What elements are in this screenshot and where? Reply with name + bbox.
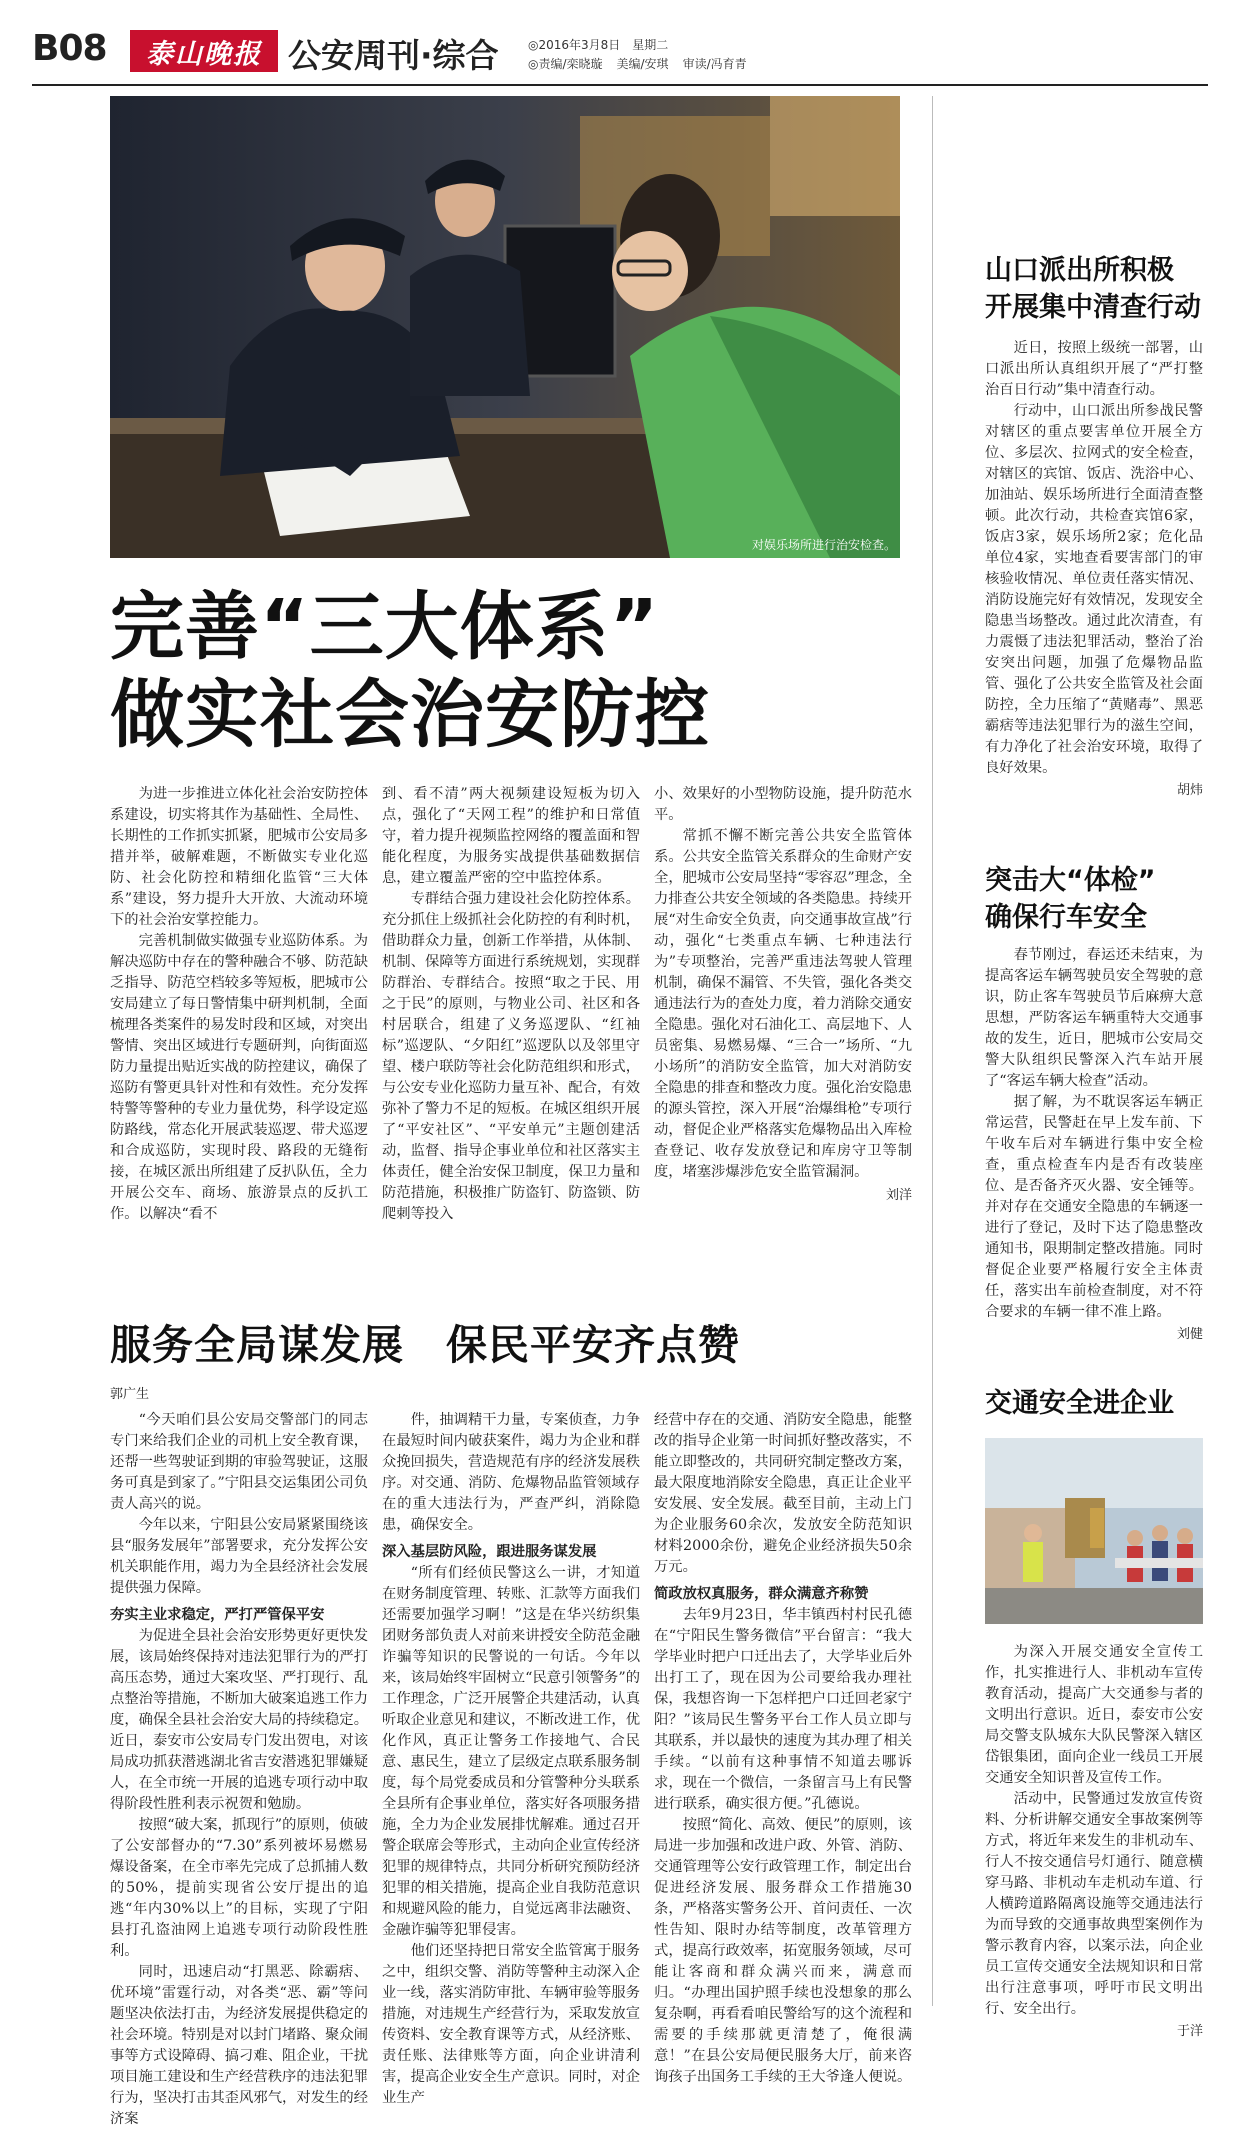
article-1-col-2 [382,784,640,1225]
sidebar-story-2-title-line2: 确保行车安全 [985,902,1147,933]
sidebar-story-3-author: 于洋 [1176,2024,1203,2039]
section-title: 公安周刊·综合 [288,36,499,75]
sidebar-story-1-body [985,338,1203,798]
sidebar-story-1-title-line2: 开展集中清查行动 [985,292,1201,323]
page-number: B08 [32,28,107,69]
subheading: 深入基层防风险，跟进服务谋发展 [382,1544,597,1560]
paragraph: 小、效果好的小型物防设施，提升防范水平。 [654,786,912,823]
designer-credit: 美编/安琪 [616,57,669,71]
article-1-col-1 [110,784,368,1225]
paragraph: 为进一步推进立体化社会治安防控体系建设，切实将其作为基础性、全局性、长期性的工作抓实抓紧，肥城市公安局多措并举，破解难题，不断做实专业化巡防、社会化防控和精细化监管“三大体系”建设，努力提升大开放、大流动环境下的社会治安掌控能力。 [110,786,368,928]
sidebar-story-2-title [985,862,1215,936]
paragraph: 他们还坚持把日常安全监管寓于服务之中，组织交警、消防等警种主动深入企业一线，落实消防审批、车辆审验等服务措施，对违规生产经营行为，采取发放宣传资料、安全教育课等方式，从经济账、责任账、法律账等方面，向企业讲清利害，提高企业安全生产意识。同时，对企业生产 [382,1943,640,2106]
sidebar-story-1-title [985,252,1215,326]
sidebar-story-3-body [985,1642,1203,2039]
sidebar-story-1-author: 胡炜 [1176,783,1203,798]
paragraph: “今天咱们县公安局交警部门的同志专门来给我们企业的司机上安全教育课，还帮一些驾驶证到期的审验驾驶证，这服务可真是到家了。”宁阳县交运集团公司负责人高兴的说。 [110,1412,368,1512]
main-photo [110,96,900,558]
paragraph: 为深入开展交通安全宣传工作，扎实推进行人、非机动车宣传教育活动，提高广大交通参与者的文明出行意识。近日，泰安市公安局交警支队城东大队民警深入辖区岱银集团，面向企业一线员工开展交通安全知识普及宣传工作。 [985,1644,1203,1786]
paragraph: 按照“破大案，抓现行”的原则，侦破了公安部督办的“7.30”系列被坏易燃易爆设备案，在全市率先完成了总抓捕人数的50%，提前实现省公安厅提出的追逃“年内30%以上”的目标，实现了宁阳县打孔盗油网上追逃专项行动阶段性胜利。 [110,1817,368,1959]
main-photo-illustration [110,96,900,558]
article-2-col-3 [654,1410,912,2088]
article-2-byline: 郭广生 [110,1387,150,1402]
sidebar-story-2-title-line1: 突击大“体检” [985,865,1156,896]
sidebar-story-2-author: 刘健 [1176,1327,1203,1342]
article-1-headline-line2: 做实社会治安防控 [110,672,710,758]
paragraph: 件，抽调精干力量，专案侦查，力争在最短时间内破获案件，竭力为企业和群众挽回损失，营造规范有序的经济发展秩序。对交通、消防、危爆物品监管领域存在的重大违法行为，严查严纠，消除隐患，确保安全。 [382,1412,640,1533]
editor-credit: ◎责编/栾晓璇 [528,57,603,71]
subheading: 夯实主业求稳定，严打严管保平安 [110,1607,325,1623]
paragraph: 行动中，山口派出所参战民警对辖区的重点要害单位开展全方位、多层次、拉网式的安全检查，对辖区的宾馆、饭店、洗浴中心、加油站、娱乐场所进行全面清查整顿。此次行动，共检查宾馆6家，饭店3家，娱乐场所2家；危化品单位4家，实地查看要害部门的审核验收情况、单位责任落实情况、消防设施完好有效情况，发现安全隐患当场整改。通过此次清查，有力震慑了违法犯罪活动，整治了治安突出问题，加强了危爆物品监管、强化了公共安全监管及社会面防控，全力压缩了“黄赌毒”、黑恶霸痞等违法犯罪行为的滋生空间，有力净化了社会治安环境，取得了良好效果。 [985,403,1203,776]
subheading: 简政放权真服务，群众满意齐称赞 [654,1586,869,1602]
paragraph: 专群结合强力建设社会化防控体系。充分抓住上级抓社会化防控的有利时机，借助群众力量，创新工作举措，从体制、机制、保障等方面进行系统规划，实现群防群治、专群结合。按照“取之于民、用之于民”的原则，与物业公司、社区和各村居联合，组建了义务巡逻队、“红袖标”巡逻队、“夕阳红”巡逻队以及邻里守望、楼户联防等社会化防范组织和形式，与公安专业化巡防力量互补、配合，有效弥补了警力不足的短板。在城区组织开展了“平安社区”、“平安单元”主题创建活动，监督、指导企事业单位和社区落实主体责任，健全治安保卫制度，保卫力量和防范措施，积极推广防盗钉、防盗锁、防爬刺等投入 [382,891,640,1222]
article-2-headline: 服务全局谋发展 保民平安齐点赞 [110,1321,740,1369]
paragraph: 近日，按照上级统一部署，山口派出所认真组织开展了“严打整治百日行动”集中清查行动。 [985,340,1203,398]
sidebar-story-2-body [985,945,1203,1342]
traffic-safety-photo-illustration [985,1438,1203,1624]
paragraph: 经营中存在的交通、消防安全隐患，能整改的指导企业第一时间抓好整改落实，不能立即整改的，共同研究制定整改方案，最大限度地消除安全隐患，真正让企业平安发展、安全发展。截至目前，主动上门为企业服务60余次，发放安全防范知识材料2000余份，避免企业经济损失50余万元。 [654,1412,912,1575]
paragraph: 按照“简化、高效、便民”的原则，该局进一步加强和改进户政、外管、消防、交通管理等公安行政管理工作，制定出台促进经济发展、服务群众工作措施30条，严格落实警务公开、首问责任、一次性告知、限时办结等制度，改革管理方式，提高行政效率，拓宽服务领域，尽可能让客商和群众满兴而来，满意而归。“办理出国护照手续也没想象的那么复杂啊，再看看咱民警给写的这个流程和需要的手续那就更清楚了，俺很满意！”在县公安局便民服务大厅，前来咨询孩子出国务工手续的王大爷逢人便说。 [654,1817,912,2085]
article-1-headline [110,583,710,759]
paragraph: 春节刚过，春运还未结束，为提高客运车辆驾驶员安全驾驶的意识，防止客车驾驶员节后麻痹大意思想，严防客运车辆重特大交通事故的发生，近日，肥城市公安局交警大队组织民警深入汽车站开展了“客运车辆大检查”活动。 [985,947,1203,1089]
sidebar-story-3-photo [985,1438,1203,1624]
article-1-author: 刘洋 [885,1188,912,1203]
article-1-col-3 [654,784,912,1206]
paragraph: 为促进全县社会治安形势更好更快发展，该局始终保持对违法犯罪行为的严打高压态势，通过大案攻坚、严打现行、乱点整治等措施，不断加大破案追逃工作力度，确保全县社会治安大局的持续稳定。近日，泰安市公安局专门发出贺电，对该局成功抓获潜逃湖北省吉安潜逃犯罪嫌疑人，在全市统一开展的追逃专项行动中取得阶段性胜利表示祝贺和勉励。 [110,1628,368,1812]
paragraph: 到、看不清”两大视频建设短板为切入点，强化了“天网工程”的维护和日常值守，着力提升视频监控网络的覆盖面和智能化程度，为服务实战提供基础数据信息，建立覆盖严密的空中监控体系。 [382,786,640,886]
header-rule [32,84,1208,86]
article-2-col-1 [110,1410,368,2130]
paragraph: 今年以来，宁阳县公安局紧紧围绕该县“服务发展年”部署要求，充分发挥公安机关职能作用，竭力为全县经济社会发展提供强力保障。 [110,1517,368,1596]
sidebar-story-3-title: 交通安全进企业 [985,1388,1174,1419]
paragraph: 活动中，民警通过发放宣传资料、分析讲解交通安全事故案例等方式，将近年来发生的非机动车、行人不按交通信号灯通行、随意横穿马路、非机动车走机动车道、行人横跨道路隔离设施等交通违法行为而导致的交通事故典型案例作为警示教育内容，以案示法，向企业员工宣传交通安全法规知识和日常出行注意事项，呼吁市民文明出行、安全出行。 [985,1791,1203,2017]
paragraph: “所有们经侦民警这么一讲，才知道在财务制度管理、转账、汇款等方面我们还需要加强学习啊！”这是在华兴纺织集团财务部负责人对前来讲授安全防范金融诈骗等知识的民警说的一句话。今年以来，该局始终牢固树立“民意引领警务”的工作理念，广泛开展警企共建活动，认真听取企业意见和建议，不断改进工作，优化作风，真正让警务工作接地气、合民意、惠民生，建立了层级定点联系服务制度，每个局党委成员和分管警种分头联系全县所有企事业单位，落实好各项服务措施，全力为企业发展排忧解难。通过召开警企联席会等形式，主动向企业宣传经济犯罪的规律特点，共同分析研究预防经济犯罪的相关措施，提高企业自我防范意识和规避风险的能力，自觉远离非法融资、金融诈骗等犯罪侵害。 [382,1565,640,1938]
proofreader-credit: 审读/冯育青 [682,57,747,71]
issue-meta [528,36,761,74]
article-1-headline-line1: 完善“三大体系” [110,584,660,670]
newspaper-logo: 泰山晚报 [130,30,278,72]
paragraph: 同时，迅速启动“打黑恶、除霸痞、优环境”雷霆行动，对各类“恶、霸”等问题坚决依法打击，为经济发展提供稳定的社会环境。特别是对以封门堵路、聚众闹事等方式设障碍、搞刁难、阻企业，干扰项目施工建设和生产经营秩序的违法犯罪行为，坚决打击其歪风邪气，对发生的经济案 [110,1964,368,2127]
paragraph: 去年9月23日，华丰镇西村村民孔德在“宁阳民生警务微信”平台留言：“我大学毕业时把户口迁出去了，大学毕业后外出打工了，现在因为公司要给我办理社保，我想咨询一下怎样把户口迁回老家宁阳？”该局民生警务平台工作人员立即与其联系，并以最快的速度为其办理了相关手续。“以前有这种事情不知道去哪诉求，现在一个微信，一条留言马上有民警进行联系，确实很方便。”孔德说。 [654,1607,912,1812]
paragraph: 常抓不懈不断完善公共安全监管体系。公共安全监管关系群众的生命财产安全，肥城市公安局坚持“零容忍”理念，全力排查公共安全领域的各类隐患。持续开展“对生命安全负责，向交通事故宣战”行动，强化“七类重点车辆、七种违法行为”专项整治，完善严重违法驾驶人管理机制，确保不漏管、不失管，强化各类交通违法行为的查处力度，着力消除交通安全隐患。强化对石油化工、高层地下、人员密集、易燃易爆、“三合一”场所、“九小场所”的消防安全监管，加大对消防安全隐患的排查和整改力度。强化治安隐患的源头管控，深入开展“治爆缉枪”专项行动，督促企业严格落实危爆物品出入库检查登记、收存发放登记和库房守卫等制度，堵塞涉爆涉危安全监管漏洞。 [654,828,912,1180]
article-2-col-2 [382,1410,640,2109]
paragraph: 完善机制做实做强专业巡防体系。为解决巡防中存在的警种融合不够、防范缺乏指导、防范空档较多等短板，肥城市公安局建立了每日警情集中研判机制，全面梳理各类案件的易发时段和区域，对突出警情、突出区域进行专题研判，向街面巡防力量提出贴近实战的防控建议，确保了巡防有警更具针对性和有效性。充分发挥特警等警种的专业力量优势，科学设定巡防路线，常态化开展武装巡逻、带犬巡逻和合成巡防，实现时段、路段的无缝衔接，在城区派出所组建了反扒队伍，全力开展公交车、商场、旅游景点的反扒工作。以解决“看不 [110,933,368,1222]
paragraph: 据了解，为不耽误客运车辆正常运营，民警赶在早上发车前、下午收车后对车辆进行集中安全检查，重点检查车内是否有改装座位、是否备齐灭火器、安全锤等。并对存在交通安全隐患的车辆逐一进行了登记，及时下达了隐患整改通知书，限期制定整改措施。同时督促企业要严格履行安全主体责任，落实出车前检查制度，对不符合要求的车辆一律不准上路。 [985,1094,1203,1320]
staff-credits [528,55,761,74]
issue-date: ◎2016年3月8日 星期二 [528,38,669,52]
column-divider [932,96,933,2006]
sidebar-story-1-title-line1: 山口派出所积极 [985,255,1174,286]
photo-caption: 对娱乐场所进行治安检查。 [751,538,896,552]
